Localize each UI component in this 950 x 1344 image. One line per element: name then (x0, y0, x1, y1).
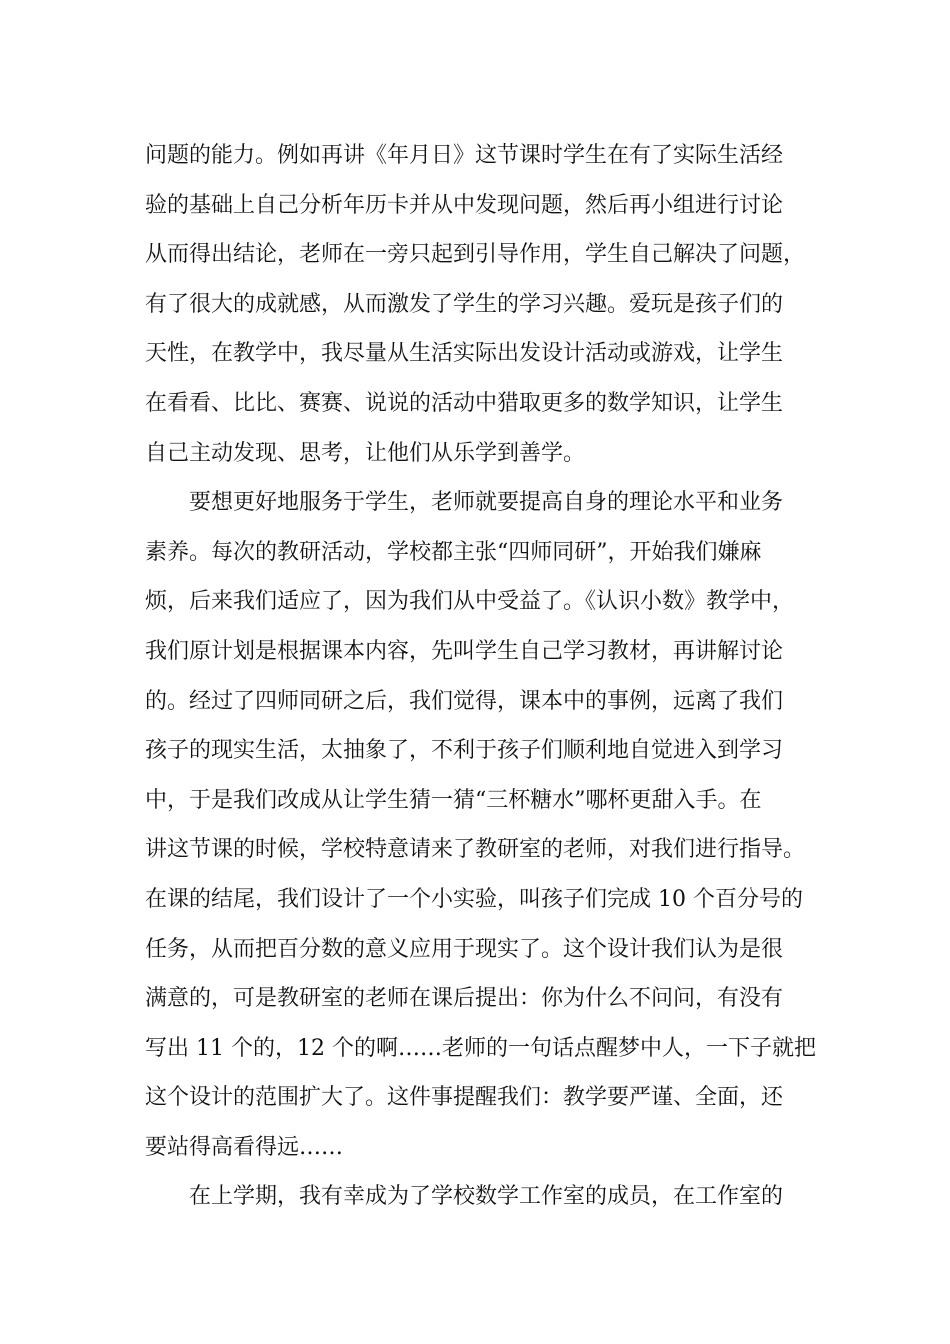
text-line: 问题的能力。例如再讲《年月日》这节课时学生在有了实际生活经 (145, 143, 784, 168)
text-line: 验的基础上自己分析年历卡并从中发现问题，然后再小组进行讨论 (145, 192, 784, 218)
text-line: 在上学期，我有幸成为了学校数学工作室的成员，在工作室的 (189, 1184, 784, 1210)
text-line: 天性，在教学中，我尽量从生活实际出发设计活动或游戏，让学生 (145, 341, 784, 367)
document-body (145, 131, 835, 1222)
text-line: 中，于是我们改成从让学生猜一猜“三杯糖水”哪杯更甜入手。在 (145, 787, 762, 813)
text-line: 讲这节课的时候，学校特意请来了教研室的老师，对我们进行指导。 (145, 837, 806, 863)
paragraph-1 (145, 131, 835, 478)
paragraph-3 (145, 1172, 835, 1222)
text-line: 有了很大的成就感，从而激发了学生的学习兴趣。爱玩是孩子们的 (145, 291, 784, 317)
text-line: 要想更好地服务于学生，老师就要提高自身的理论水平和业务 (189, 490, 784, 516)
text-line: 自己主动发现、思考，让他们从乐学到善学。 (145, 440, 586, 466)
text-line: 这个设计的范围扩大了。这件事提醒我们：教学要严谨、全面，还 (145, 1085, 784, 1111)
text-line: 在看看、比比、赛赛、说说的活动中猎取更多的数学知识，让学生 (145, 390, 784, 416)
text-line: 烦，后来我们适应了，因为我们从中受益了。《认识小数》教学中， (145, 589, 795, 615)
text-line: 孩子的现实生活，太抽象了，不利于孩子们顺利地自觉进入到学习 (145, 738, 784, 764)
text-line: 在课的结尾，我们设计了一个小实验，叫孩子们完成 10 个百分号的 (145, 886, 803, 912)
text-line: 任务，从而把百分数的意义应用于现实了。这个设计我们认为是很 (145, 936, 784, 962)
text-line: 满意的，可是教研室的老师在课后提出：你为什么不问问，有没有 (145, 986, 784, 1012)
text-line: 我们原计划是根据课本内容，先叫学生自己学习教材，再讲解讨论 (145, 638, 784, 664)
text-line: 素养。每次的教研活动，学校都主张“四师同研”，开始我们嫌麻 (145, 539, 762, 565)
text-line: 的。经过了四师同研之后，我们觉得，课本中的事例，远离了我们 (145, 688, 784, 714)
text-line: 从而得出结论，老师在一旁只起到引导作用，学生自己解决了问题， (145, 242, 806, 268)
text-line: 要站得高看得远…… (145, 1134, 344, 1160)
text-line: 写出 11 个的，12 个的啊……老师的一句话点醒梦中人，一下子就把 (145, 1035, 816, 1061)
paragraph-2 (145, 478, 835, 1172)
